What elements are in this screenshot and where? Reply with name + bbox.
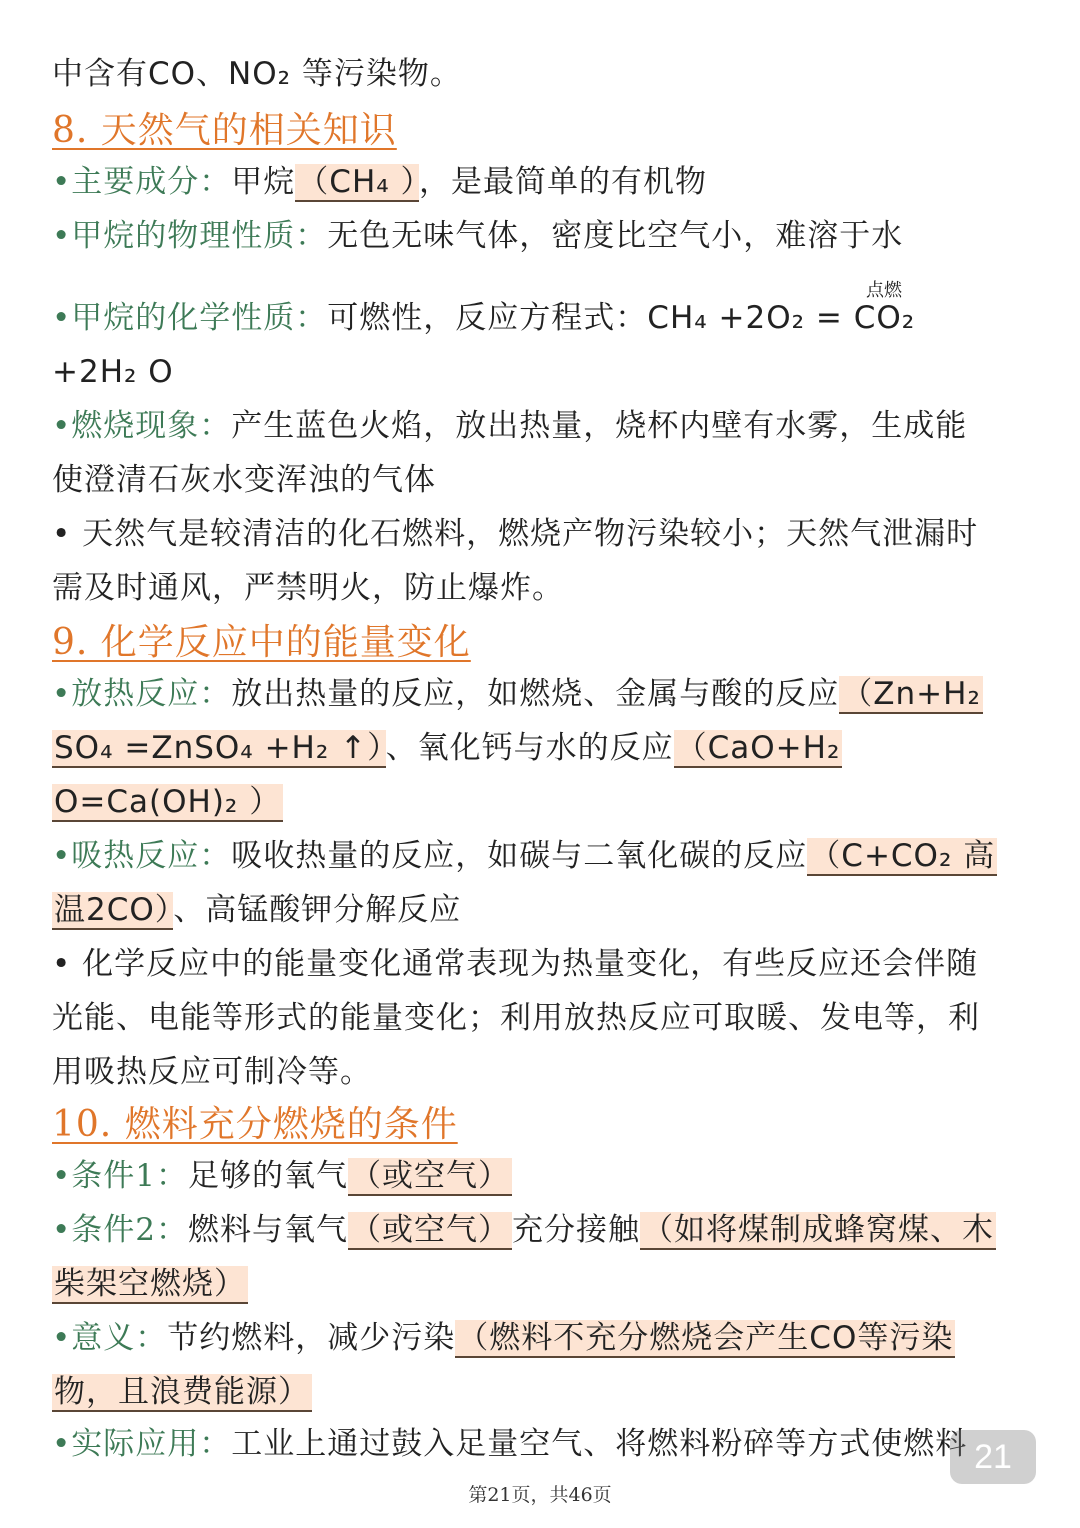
- highlight: （如将煤制成蜂窝煤、木: [642, 1212, 995, 1248]
- text-line: [52, 890, 461, 930]
- bullet-label: •放热反应：: [52, 676, 232, 712]
- highlight: （CH₄ ）: [297, 164, 418, 200]
- text-line: 需及时通风，严禁明火，防止爆炸。: [52, 570, 564, 606]
- bullet-main-component: [52, 162, 707, 202]
- text: 无色无味气体，密度比空气小，难溶于水: [327, 218, 904, 254]
- text: 、氧化钙与水的反应: [385, 730, 674, 766]
- text-line: 使澄清石灰水变浑浊的气体: [52, 462, 436, 498]
- text-line: [52, 1372, 312, 1412]
- text: 燃料与氧气: [188, 1212, 349, 1248]
- bullet-condition-2: [52, 1210, 996, 1250]
- text-line: [52, 728, 842, 768]
- text: 、高锰酸钾分解反应: [173, 892, 462, 928]
- text-line: +2H₂ O: [52, 354, 174, 390]
- highlight: （或空气）: [350, 1212, 511, 1248]
- text: 足够的氧气: [188, 1158, 349, 1194]
- bullet-combustion: [52, 406, 967, 446]
- section-heading-8: 8. 天然气的相关知识: [52, 110, 397, 151]
- reaction-condition: 点燃: [866, 280, 902, 301]
- bullet-physical-properties: [52, 216, 903, 256]
- bullet-label: •条件2：: [52, 1212, 189, 1248]
- bullet-label: •实际应用：: [52, 1426, 232, 1462]
- bullet-application: [52, 1424, 967, 1464]
- highlight: （或空气）: [350, 1158, 511, 1194]
- bullet-condition-1: [52, 1156, 512, 1196]
- bullet-label: •甲烷的化学性质：: [52, 300, 328, 336]
- bullet-label: •条件1：: [52, 1158, 189, 1194]
- bullet-note: • 化学反应中的能量变化通常表现为热量变化，有些反应还会伴随: [52, 946, 979, 982]
- text-line: [52, 1264, 248, 1304]
- bullet-label: •燃烧现象：: [52, 408, 232, 444]
- text-line: [52, 782, 283, 822]
- bullet-note: • 天然气是较清洁的化石燃料，燃烧产物污染较小；天然气泄漏时: [52, 516, 979, 552]
- highlight: 物，且浪费能源）: [54, 1374, 310, 1410]
- highlight: （燃料不充分燃烧会产生CO等污染: [457, 1320, 954, 1356]
- text: ，是最简单的有机物: [419, 164, 708, 200]
- text: 吸收热量的反应，如碳与二氧化碳的反应: [231, 838, 808, 874]
- highlight: SO₄ =ZnSO₄ +H₂ ↑）: [54, 730, 384, 766]
- bullet-endothermic: [52, 836, 997, 876]
- bullet-significance: [52, 1318, 955, 1358]
- bullet-label: •主要成分：: [52, 164, 232, 200]
- text: 甲烷: [231, 164, 296, 200]
- text-line: 用吸热反应可制冷等。: [52, 1054, 372, 1090]
- page-number: 第21页，共46页: [468, 1484, 612, 1506]
- highlight: O=Ca(OH)₂ ）: [54, 784, 282, 820]
- text: 可燃性，反应方程式：CH₄ +2O₂ = CO₂: [327, 300, 916, 336]
- bullet-label: •吸热反应：: [52, 838, 232, 874]
- text: 放出热量的反应，如燃烧、金属与酸的反应: [231, 676, 840, 712]
- highlight: 温2CO）: [54, 892, 172, 928]
- highlight: 柴架空燃烧）: [54, 1266, 246, 1302]
- bullet-label: •意义：: [52, 1320, 168, 1356]
- text: 充分接触: [512, 1212, 641, 1248]
- text: 工业上通过鼓入足量空气、将燃料粉碎等方式使燃料: [231, 1426, 968, 1462]
- text: 节约燃料，减少污染: [167, 1320, 456, 1356]
- highlight: （C+CO₂ 高: [809, 838, 996, 874]
- bullet-label: •甲烷的物理性质：: [52, 218, 328, 254]
- bullet-chemical-properties: [52, 298, 915, 338]
- text: 产生蓝色火焰，放出热量，烧杯内壁有水雾，生成能: [231, 408, 968, 444]
- text-line: 中含有CO、NO₂ 等污染物。: [52, 56, 462, 92]
- highlight: （CaO+H₂: [675, 730, 841, 766]
- section-heading-10: 10. 燃料充分燃烧的条件: [52, 1104, 458, 1145]
- text-line: 光能、电能等形式的能量变化；利用放热反应可取暖、发电等，利: [52, 1000, 980, 1036]
- section-heading-9: 9. 化学反应中的能量变化: [52, 622, 471, 663]
- page-badge: 21: [950, 1430, 1036, 1484]
- bullet-exothermic: [52, 674, 983, 714]
- highlight: （Zn+H₂: [841, 676, 981, 712]
